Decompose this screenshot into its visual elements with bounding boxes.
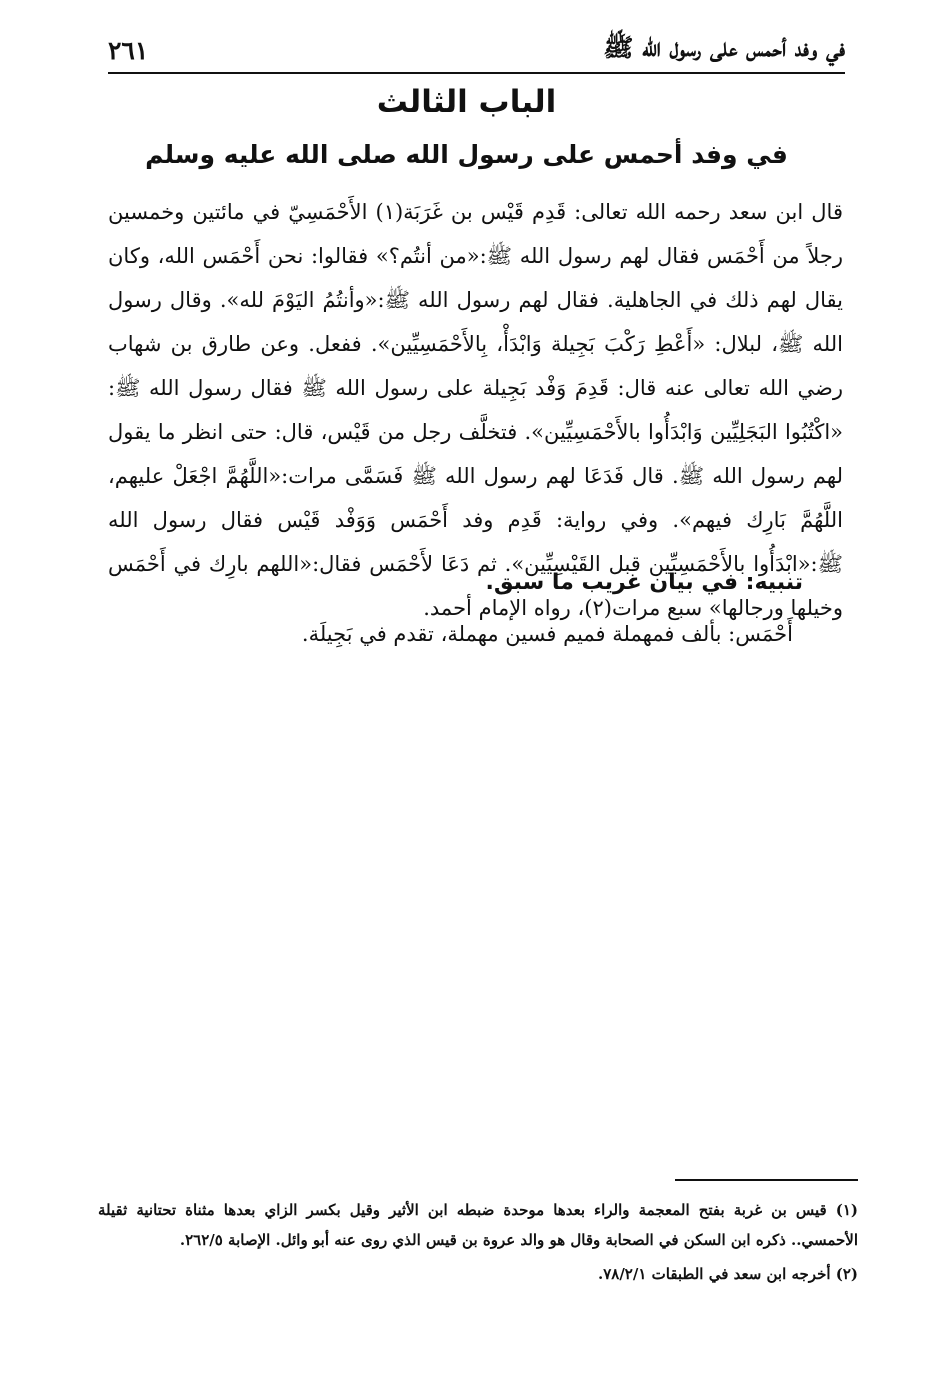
header-rule — [108, 72, 845, 74]
footnote: (٢) أخرجه ابن سعد في الطبقات ٧٨/٢/١. — [597, 1265, 858, 1283]
note-heading: تنبيه: في بيان غريب ما سبق. — [485, 570, 803, 595]
page-number: ٢٦١ — [108, 35, 149, 65]
footnotes — [98, 1195, 858, 1293]
footnote-rule — [675, 1179, 858, 1181]
running-title: في وفد أحمس على رسول الله ﷺ — [603, 32, 845, 62]
body-paragraph: قال ابن سعد رحمه الله تعالى: قَدِم قَيْس بن غَرَبَة(١) الأَحْمَسِيّ في مائتين وخمسين رجلاً من أَحْمَس فقال لهم رسول الله ﷺ:«من أنتُم؟» فقالوا: نحن أَحْمَس الله، وكان يقال لهم ذلك في الجاهلية. فقال لهم رسول الله ﷺ:«وأنتُمُ اليَوْمَ لله». وقال رسول الله ﷺ، لبلال: «أَعْطِ رَكْبَ بَجِيلة وَابْدَأْ، بِالأَحْمَسِيِّين». ففعل. وعن طارق بن شهاب رضي الله تعالى عنه قال: قَدِمَ وَفْد بَجِيلة على رسول الله ﷺ فقال رسول الله ﷺ: «اكْتُبُوا البَجَلِيِّين وَابْدَأُوا بالأَحْمَسِيِّين». فتخلَّف رجل من قَيْس، قال: حتى انظر ما يقول لهم رسول الله ﷺ. قال فَدَعَا لهم رسول الله ﷺ فَسَمَّى مرات:«اللَّهُمَّ اجْعَلْ عليهم، اللَّهُمَّ بَارِك فيهم». وفي رواية: قَدِم وفد أَحْمَس وَوَفْد قَيْس فقال رسول الله ﷺ:«ابْدَأُوا بالأَحْمَسِيِّين قبل القَيْسِيِّين». ثم دَعَا لأَحْمَس فقال:«اللهم بارِك في أَحْمَس وخيلها ورجالها» سبع مرات(٢)، رواه الإمام أحمد. — [108, 200, 843, 620]
footnote: (١) قيس بن غربة بفتح المعجمة والراء بعدها موحدة ضبطه ابن الأثير وقيل بكسر الزاي بعدها مثناة تحتانية ثقيلة الأحمسي.. ذكره ابن السكن في الصحابة وقال هو والد عروة بن قيس الذي روى عنه أبو وائل. الإصابة ٢٦٢/٥. — [98, 1201, 858, 1249]
running-header — [108, 30, 845, 70]
chapter-title: الباب الثالث — [376, 84, 557, 120]
chapter-subtitle: في وفد أحمس على رسول الله صلى الله عليه وسلم — [145, 140, 788, 169]
gloss-entry: أَحْمَس: بألف فمهملة فميم فسين مهملة، تقدم في بَجِيلَة. — [301, 622, 793, 646]
